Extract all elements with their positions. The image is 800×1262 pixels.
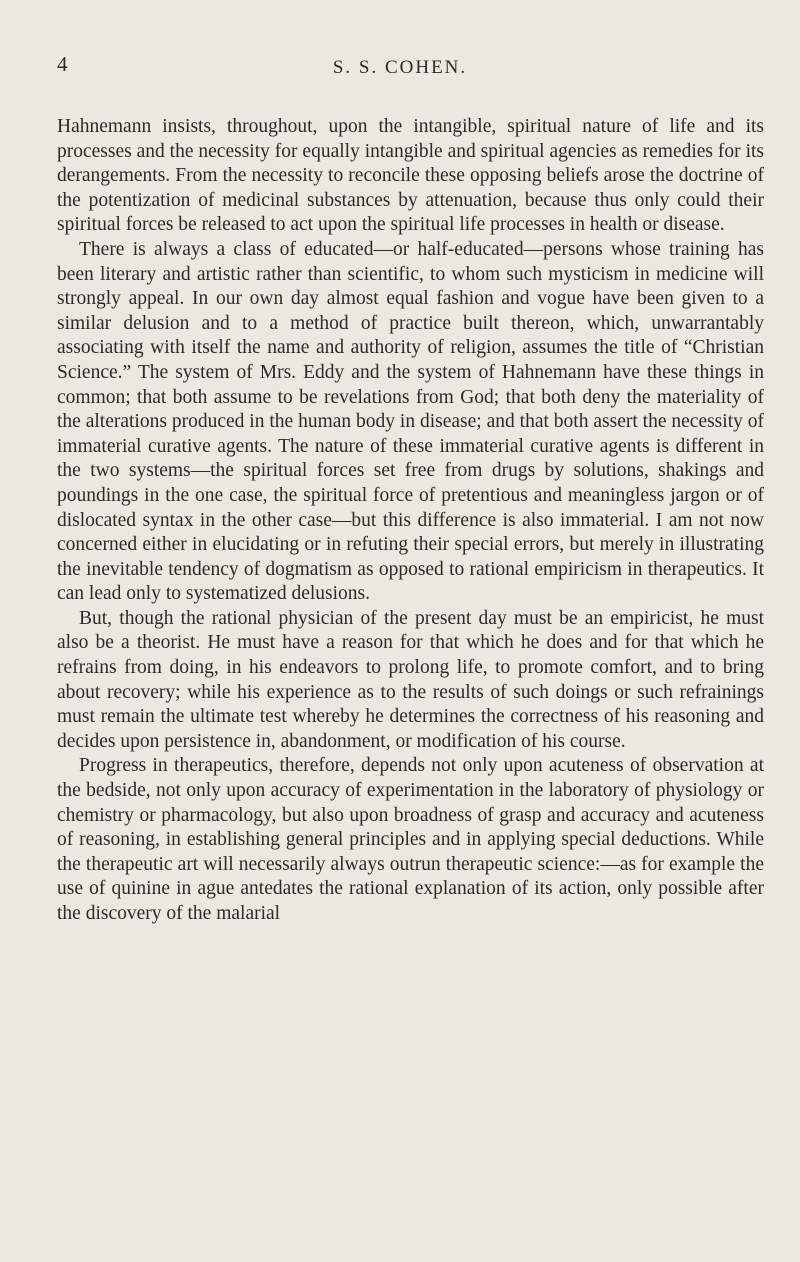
paragraph-3: But, though the rational physician of the present day must be an empiricist, he must also be a theorist. He must have a reason for that which he does and for that which he refrains from doing, in his endeavors to prolong life, to promote comfort, and to bring about recovery; while his experience as to the results of such doings or such refrainings must remain the ultimate test whereby he determines the correctness of his reasoning and decides upon persistence in, abandonment, or modification of his course. — [57, 607, 764, 752]
paragraph-1: Hahnemann insists, throughout, upon the intangible, spiritual nature of life and its processes and the necessity for equally intangible and spiritual agencies as remedies for its derangements. From the necessity to reconcile these opposing beliefs arose the doctrine of the potentization of medicinal substances by attenuation, because thus only could their spiritual forces be released to act upon the spiritual life processes in health or disease. — [57, 116, 764, 236]
running-head: S. S. COHEN. — [332, 57, 468, 78]
paragraph-4: Progress in therapeutics, therefore, depends not only upon acuteness of observation at the bedside, not only upon accuracy of experimentation in the laboratory of physiology or chemistry or pharmacology, but also upon broadness of grasp and accuracy and acuteness of reasoning, in establishing general principles and in applying special deductions. While the therapeutic art will necessarily always outrun therapeutic science:—as for example the use of quinine in ague antedates the rational explanation of its action, only possible after the discovery of the malarial — [57, 755, 764, 924]
page-header — [0, 52, 800, 92]
page-number: 4 — [57, 52, 68, 76]
body-text — [57, 115, 764, 927]
paragraph-2: There is always a class of educated—or half-educated—persons whose training has been literary and artistic rather than scientific, to whom such mysticism in medicine will strongly appeal. In our own day almost equal fashion and vogue have been given to a similar delusion and to a method of practice built thereon, which, unwarrantably associating with itself the name and authority of religion, assumes the title of “Christian Science.” The system of Mrs. Eddy and the system of Hahnemann have these things in common; that both assume to be revelations from God; that both deny the materiality of the alterations produced in the human body in disease; and that both assert the necessity of immaterial curative agents. The nature of these immaterial curative agents is different in the two systems—the spiritual forces set free from drugs by solutions, shakings and poundings in the one case, the spiritual force of pretentious and meaningless jargon or of dislocated syntax in the other case—but this difference is also immaterial. I am not now concerned either in elucidating or in refuting their special errors, but merely in illustrating the inevitable tendency of dogmatism as opposed to rational empiricism in therapeutics. It can lead only to systematized delusions. — [57, 238, 764, 605]
